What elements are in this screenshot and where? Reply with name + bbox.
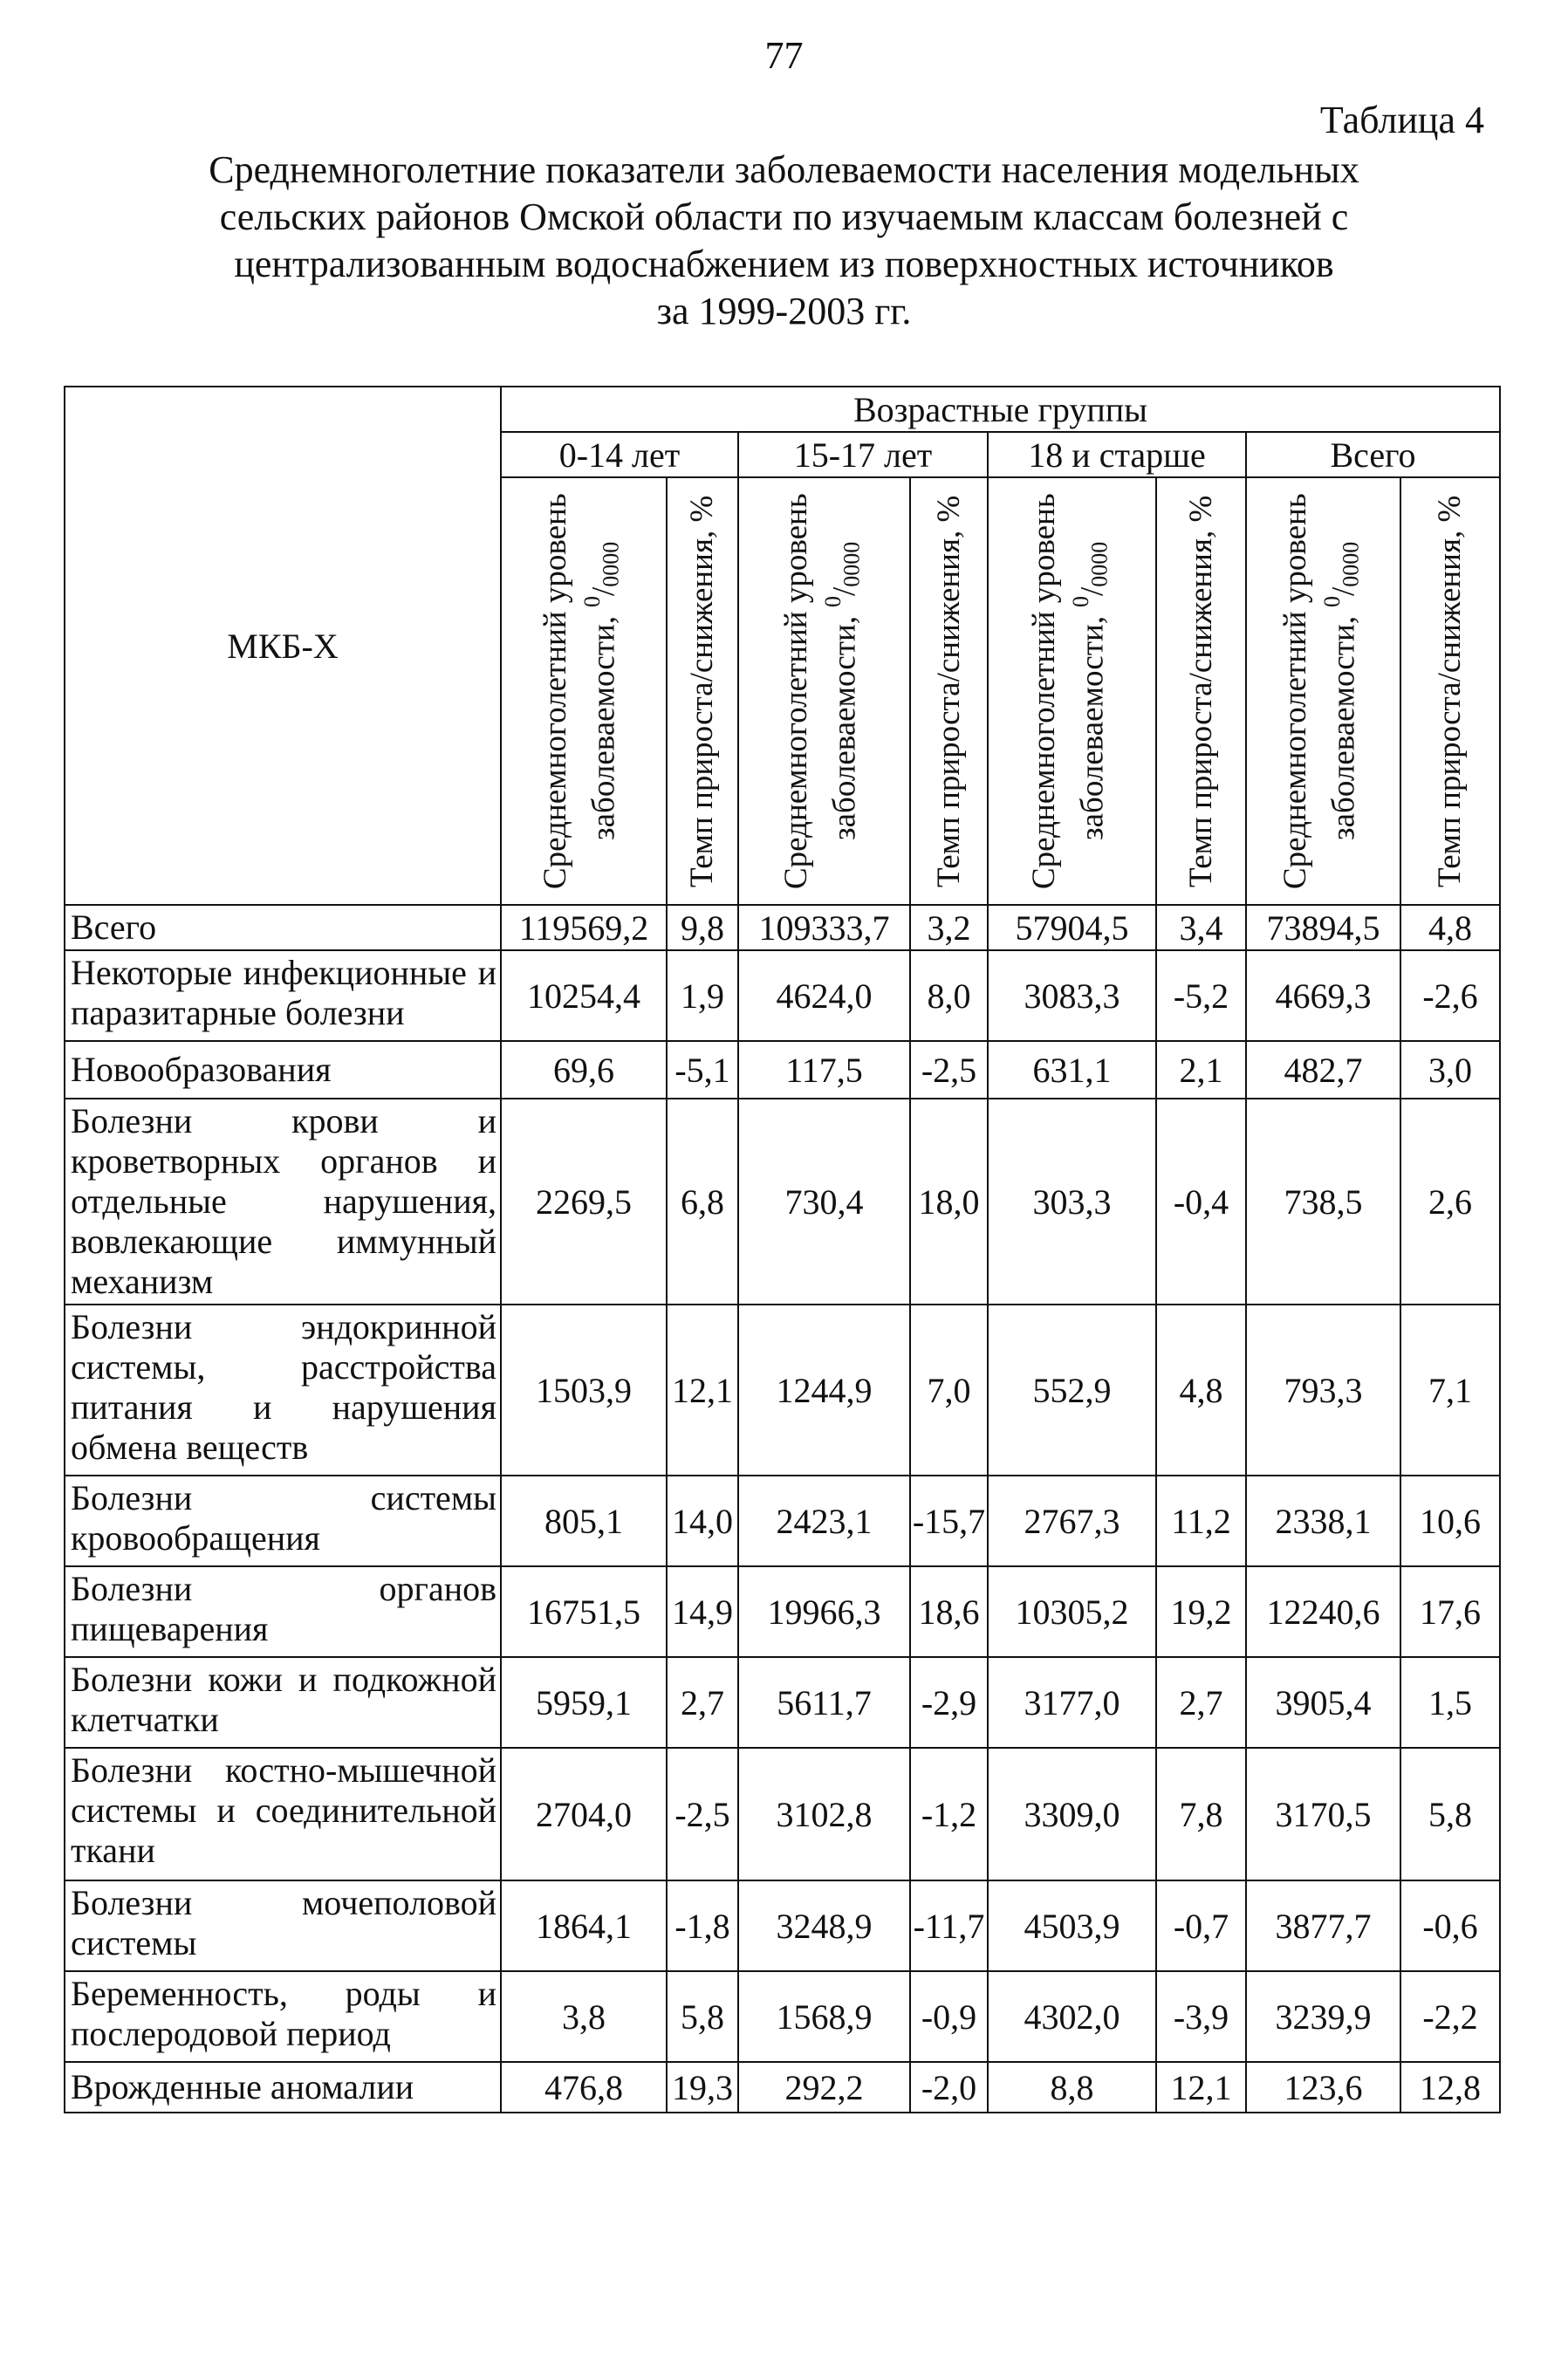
growth-rate-cell: 1,9	[667, 950, 738, 1041]
disease-class-cell: Беременность, роды и послеродовой период	[65, 1971, 501, 2062]
morbidity-level-cell: 1568,9	[738, 1971, 910, 2062]
morbidity-level-cell: 303,3	[988, 1099, 1156, 1305]
age-group-header	[1246, 432, 1500, 477]
growth-rate-cell: 4,8	[1156, 1305, 1246, 1476]
morbidity-level-cell: 2269,5	[501, 1099, 667, 1305]
table-row	[65, 1657, 1500, 1748]
growth-rate-cell: 2,7	[1156, 1657, 1246, 1748]
level-column-label: Среднемноголетний уровень заболеваемости,	[1277, 493, 1361, 889]
age-group-label: 0-14 лет	[558, 435, 681, 475]
morbidity-level-cell: 4669,3	[1246, 950, 1400, 1041]
caption-line: сельских районов Омской области по изучаемым классам болезней с	[219, 195, 1349, 238]
morbidity-level-cell: 19966,3	[738, 1566, 910, 1657]
morbidity-level-cell: 12240,6	[1246, 1566, 1400, 1657]
disease-class-cell: Новообразования	[65, 1041, 501, 1099]
morbidity-level-cell: 8,8	[988, 2062, 1156, 2113]
page-number: 77	[764, 34, 804, 77]
growth-rate-cell: -3,9	[1156, 1971, 1246, 2062]
table-row	[65, 1305, 1500, 1476]
table-row	[65, 905, 1500, 950]
morbidity-level-cell: 1503,9	[501, 1305, 667, 1476]
morbidity-level-cell: 730,4	[738, 1099, 910, 1305]
morbidity-level-cell: 73894,5	[1246, 905, 1400, 950]
morbidity-level-cell: 3309,0	[988, 1748, 1156, 1880]
growth-rate-cell: 19,3	[667, 2062, 738, 2113]
morbidity-level-cell: 738,5	[1246, 1099, 1400, 1305]
disease-class-cell: Болезни системы кровообращения	[65, 1476, 501, 1566]
morbidity-level-cell: 2767,3	[988, 1476, 1156, 1566]
growth-rate-cell: -15,7	[910, 1476, 988, 1566]
disease-class-cell: Болезни крови и кроветворных органов и отдельные нарушения, вовлекающие иммунный механизм	[65, 1099, 501, 1305]
morbidity-level-cell: 109333,7	[738, 905, 910, 950]
morbidity-level-cell: 3177,0	[988, 1657, 1156, 1748]
morbidity-level-cell: 793,3	[1246, 1305, 1400, 1476]
table-row	[65, 1971, 1500, 2062]
disease-class-cell: Болезни органов пищеварения	[65, 1566, 501, 1657]
table-row	[65, 1880, 1500, 1971]
growth-rate-cell: 18,0	[910, 1099, 988, 1305]
growth-rate-cell: -2,9	[910, 1657, 988, 1748]
morbidity-level-cell: 5959,1	[501, 1657, 667, 1748]
growth-rate-cell: -2,5	[667, 1748, 738, 1880]
morbidity-level-cell: 1864,1	[501, 1880, 667, 1971]
table-label: Таблица 4	[1319, 99, 1484, 141]
growth-rate-cell: 7,8	[1156, 1748, 1246, 1880]
growth-rate-cell: -0,6	[1400, 1880, 1500, 1971]
age-group-label: 15-17 лет	[793, 435, 933, 475]
rate-column-label: Темп прироста/снижения, %	[1182, 495, 1219, 887]
growth-rate-cell: -0,4	[1156, 1099, 1246, 1305]
level-column-label: Среднемноголетний уровень заболеваемости,	[538, 493, 622, 889]
per-ten-thousand-unit: $^0/_{0000}$	[819, 542, 865, 608]
caption-line: централизованным водоснабжением из поверхностных источников	[234, 243, 1334, 285]
growth-rate-cell: 12,1	[1156, 2062, 1246, 2113]
table-row	[65, 2062, 1500, 2113]
growth-rate-cell: 2,6	[1400, 1099, 1500, 1305]
morbidity-level-cell: 3905,4	[1246, 1657, 1400, 1748]
disease-class-cell: Болезни эндокринной системы, расстройства питания и нарушения обмена веществ	[65, 1305, 501, 1476]
growth-rate-cell: 3,0	[1400, 1041, 1500, 1099]
rate-column-header	[910, 477, 988, 905]
growth-rate-cell: 17,6	[1400, 1566, 1500, 1657]
table-row	[65, 1566, 1500, 1657]
table-row	[65, 1748, 1500, 1880]
growth-rate-cell: -2,0	[910, 2062, 988, 2113]
morbidity-level-cell: 3083,3	[988, 950, 1156, 1041]
growth-rate-cell: -5,2	[1156, 950, 1246, 1041]
growth-rate-cell: 7,0	[910, 1305, 988, 1476]
morbidity-level-cell: 2338,1	[1246, 1476, 1400, 1566]
morbidity-level-cell: 4302,0	[988, 1971, 1156, 2062]
growth-rate-cell: -2,2	[1400, 1971, 1500, 2062]
growth-rate-cell: 4,8	[1400, 905, 1500, 950]
level-column-label: Среднемноголетний уровень заболеваемости,	[1025, 493, 1110, 889]
growth-rate-cell: -11,7	[910, 1880, 988, 1971]
growth-rate-cell: 10,6	[1400, 1476, 1500, 1566]
morbidity-level-cell: 10254,4	[501, 950, 667, 1041]
morbidity-level-cell: 57904,5	[988, 905, 1156, 950]
icd-header	[65, 387, 501, 905]
growth-rate-cell: 5,8	[667, 1971, 738, 2062]
disease-class-cell: Всего	[65, 905, 501, 950]
disease-class-cell: Болезни кожи и подкожной клетчатки	[65, 1657, 501, 1748]
growth-rate-cell: 12,8	[1400, 2062, 1500, 2113]
morbidity-level-cell: 3239,9	[1246, 1971, 1400, 2062]
morbidity-level-cell: 3,8	[501, 1971, 667, 2062]
growth-rate-cell: 7,1	[1400, 1305, 1500, 1476]
morbidity-level-cell: 123,6	[1246, 2062, 1400, 2113]
morbidity-level-cell: 2423,1	[738, 1476, 910, 1566]
growth-rate-cell: 8,0	[910, 950, 988, 1041]
growth-rate-cell: 3,4	[1156, 905, 1246, 950]
age-groups-label: Возрастные группы	[852, 389, 1148, 429]
growth-rate-cell: -1,2	[910, 1748, 988, 1880]
growth-rate-cell: 2,7	[667, 1657, 738, 1748]
level-column-header	[1246, 477, 1400, 905]
growth-rate-cell: 18,6	[910, 1566, 988, 1657]
growth-rate-cell: 9,8	[667, 905, 738, 950]
morbidity-table	[64, 386, 1501, 2113]
morbidity-level-cell: 3170,5	[1246, 1748, 1400, 1880]
rate-column-header	[667, 477, 738, 905]
growth-rate-cell: -0,9	[910, 1971, 988, 2062]
per-ten-thousand-unit: $^0/_{0000}$	[1067, 542, 1113, 608]
morbidity-level-cell: 16751,5	[501, 1566, 667, 1657]
morbidity-level-cell: 5611,7	[738, 1657, 910, 1748]
morbidity-level-cell: 119569,2	[501, 905, 667, 950]
rate-column-label: Темп прироста/снижения, %	[930, 495, 967, 887]
caption-line: за 1999-2003 гг.	[656, 290, 912, 332]
level-column-header	[738, 477, 910, 905]
age-group-label: Всего	[1330, 435, 1416, 475]
disease-class-cell: Врожденные аномалии	[65, 2062, 501, 2113]
morbidity-level-cell: 476,8	[501, 2062, 667, 2113]
rate-column-label: Темп прироста/снижения, %	[684, 495, 720, 887]
morbidity-level-cell: 552,9	[988, 1305, 1156, 1476]
level-column-header	[988, 477, 1156, 905]
icd-header-label: МКБ-Х	[227, 626, 339, 666]
morbidity-level-cell: 10305,2	[988, 1566, 1156, 1657]
growth-rate-cell: 5,8	[1400, 1748, 1500, 1880]
morbidity-level-cell: 4624,0	[738, 950, 910, 1041]
disease-class-cell: Некоторые инфекционные и паразитарные болезни	[65, 950, 501, 1041]
age-groups-header	[501, 387, 1500, 432]
morbidity-level-cell: 117,5	[738, 1041, 910, 1099]
growth-rate-cell: 1,5	[1400, 1657, 1500, 1748]
growth-rate-cell: -1,8	[667, 1880, 738, 1971]
table-row	[65, 950, 1500, 1041]
growth-rate-cell: 14,0	[667, 1476, 738, 1566]
growth-rate-cell: -5,1	[667, 1041, 738, 1099]
morbidity-level-cell: 482,7	[1246, 1041, 1400, 1099]
growth-rate-cell: 6,8	[667, 1099, 738, 1305]
growth-rate-cell: 2,1	[1156, 1041, 1246, 1099]
morbidity-level-cell: 3102,8	[738, 1748, 910, 1880]
morbidity-level-cell: 3877,7	[1246, 1880, 1400, 1971]
rate-column-header	[1156, 477, 1246, 905]
growth-rate-cell: -2,5	[910, 1041, 988, 1099]
morbidity-level-cell: 3248,9	[738, 1880, 910, 1971]
age-group-header	[738, 432, 988, 477]
morbidity-level-cell: 2704,0	[501, 1748, 667, 1880]
morbidity-level-cell: 292,2	[738, 2062, 910, 2113]
growth-rate-cell: 12,1	[667, 1305, 738, 1476]
growth-rate-cell: -2,6	[1400, 950, 1500, 1041]
growth-rate-cell: 3,2	[910, 905, 988, 950]
table-row	[65, 1099, 1500, 1305]
growth-rate-cell: 14,9	[667, 1566, 738, 1657]
table-row	[65, 1476, 1500, 1566]
per-ten-thousand-unit: $^0/_{0000}$	[1318, 542, 1364, 608]
morbidity-level-cell: 4503,9	[988, 1880, 1156, 1971]
disease-class-cell: Болезни костно-мышечной системы и соединительной ткани	[65, 1748, 501, 1880]
disease-class-cell: Болезни мочеполовой системы	[65, 1880, 501, 1971]
age-group-label: 18 и старше	[1028, 435, 1206, 475]
level-column-label: Среднемноголетний уровень заболеваемости,	[777, 493, 862, 889]
table-caption	[52, 147, 1516, 335]
growth-rate-cell: 19,2	[1156, 1566, 1246, 1657]
morbidity-level-cell: 805,1	[501, 1476, 667, 1566]
level-column-header	[501, 477, 667, 905]
morbidity-level-cell: 1244,9	[738, 1305, 910, 1476]
rate-column-header	[1400, 477, 1500, 905]
caption-line: Среднемноголетние показатели заболеваемости населения модельных	[209, 148, 1359, 191]
table-row	[65, 1041, 1500, 1099]
growth-rate-cell: 11,2	[1156, 1476, 1246, 1566]
age-group-header	[501, 432, 738, 477]
growth-rate-cell: -0,7	[1156, 1880, 1246, 1971]
morbidity-level-cell: 69,6	[501, 1041, 667, 1099]
per-ten-thousand-unit: $^0/_{0000}$	[579, 542, 624, 608]
morbidity-level-cell: 631,1	[988, 1041, 1156, 1099]
age-group-header	[988, 432, 1246, 477]
rate-column-label: Темп прироста/снижения, %	[1432, 495, 1468, 887]
